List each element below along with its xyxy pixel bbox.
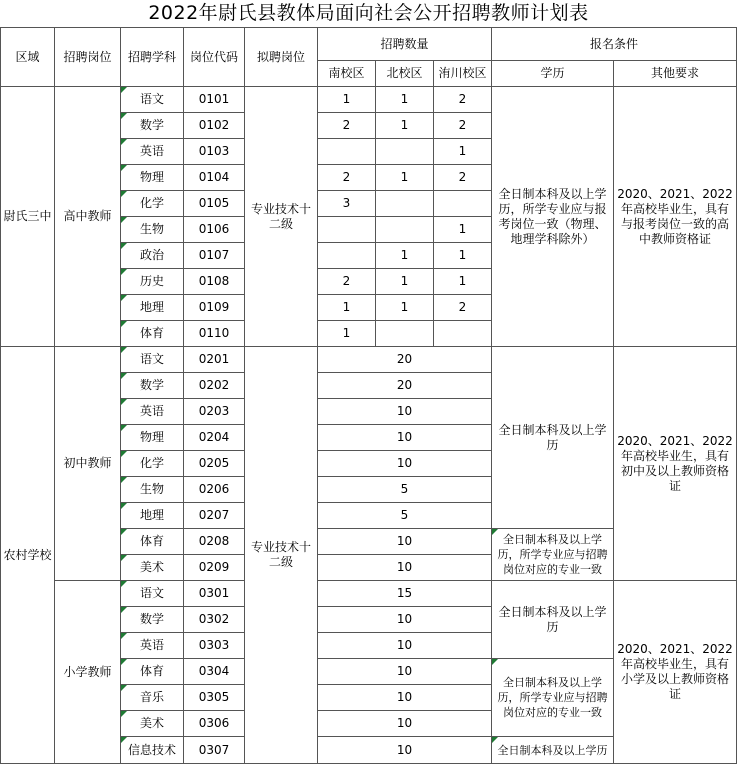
count-total: 15 [318, 581, 492, 607]
education-cell: 全日制本科及以上学历 [492, 581, 614, 659]
code-cell: 0103 [184, 139, 245, 165]
count-total: 10 [318, 685, 492, 711]
code-cell: 0203 [184, 399, 245, 425]
subject-cell: 生物 [121, 477, 184, 503]
subject-cell: 生物 [121, 217, 184, 243]
header-campus-weichuan: 洧川校区 [434, 61, 492, 87]
code-cell: 0107 [184, 243, 245, 269]
header-campus-north: 北校区 [376, 61, 434, 87]
count-weichuan: 2 [434, 113, 492, 139]
post-cell: 小学教师 [55, 581, 121, 764]
code-cell: 0106 [184, 217, 245, 243]
header-conditions: 报名条件 [492, 28, 737, 61]
count-total: 10 [318, 711, 492, 737]
count-south [318, 217, 376, 243]
header-other: 其他要求 [614, 61, 737, 87]
education-cell: 全日制本科及以上学历，所学专业应与招聘岗位对应的专业一致 [492, 529, 614, 581]
subject-cell: 数学 [121, 113, 184, 139]
count-weichuan: 1 [434, 243, 492, 269]
code-cell: 0306 [184, 711, 245, 737]
count-north [376, 139, 434, 165]
code-cell: 0207 [184, 503, 245, 529]
other-requirements-cell: 2020、2021、2022年高校毕业生，具有与报考岗位一致的高中教师资格证 [614, 87, 737, 347]
subject-cell: 历史 [121, 269, 184, 295]
count-north: 1 [376, 295, 434, 321]
count-north: 1 [376, 165, 434, 191]
post-cell: 高中教师 [55, 87, 121, 347]
code-cell: 0108 [184, 269, 245, 295]
rank-cell: 专业技术十二级 [245, 347, 318, 764]
count-weichuan: 1 [434, 269, 492, 295]
count-south: 1 [318, 295, 376, 321]
header-region: 区域 [1, 28, 55, 87]
count-north: 1 [376, 87, 434, 113]
post-cell: 初中教师 [55, 347, 121, 581]
header-education: 学历 [492, 61, 614, 87]
subject-cell: 地理 [121, 503, 184, 529]
recruitment-plan-table [0, 27, 737, 764]
count-south: 3 [318, 191, 376, 217]
header-rank: 拟聘岗位 [245, 28, 318, 87]
other-requirements-cell: 2020、2021、2022年高校毕业生，具有小学及以上教师资格证 [614, 581, 737, 764]
count-total: 10 [318, 555, 492, 581]
subject-cell: 英语 [121, 633, 184, 659]
code-cell: 0304 [184, 659, 245, 685]
code-cell: 0305 [184, 685, 245, 711]
subject-cell: 英语 [121, 399, 184, 425]
count-south: 1 [318, 321, 376, 347]
subject-cell: 语文 [121, 87, 184, 113]
count-total: 5 [318, 477, 492, 503]
subject-cell: 体育 [121, 659, 184, 685]
code-cell: 0202 [184, 373, 245, 399]
education-cell: 全日制本科及以上学历 [492, 737, 614, 764]
count-total: 10 [318, 633, 492, 659]
subject-cell: 化学 [121, 451, 184, 477]
count-weichuan: 1 [434, 217, 492, 243]
sheet-title: 2022年尉氏县教体局面向社会公开招聘教师计划表 [148, 2, 589, 24]
subject-cell: 地理 [121, 295, 184, 321]
count-weichuan: 1 [434, 139, 492, 165]
count-north [376, 321, 434, 347]
code-cell: 0209 [184, 555, 245, 581]
count-total: 10 [318, 399, 492, 425]
header-code: 岗位代码 [184, 28, 245, 87]
count-south [318, 243, 376, 269]
count-total: 10 [318, 607, 492, 633]
subject-cell: 语文 [121, 581, 184, 607]
subject-cell: 英语 [121, 139, 184, 165]
subject-cell: 体育 [121, 321, 184, 347]
count-north: 1 [376, 243, 434, 269]
education-cell: 全日制本科及以上学历，所学专业应与报考岗位一致（物理、地理学科除外） [492, 87, 614, 347]
header-subject: 招聘学科 [121, 28, 184, 87]
count-total: 10 [318, 425, 492, 451]
count-total: 20 [318, 347, 492, 373]
other-requirements-cell: 2020、2021、2022年高校毕业生，具有初中及以上教师资格证 [614, 347, 737, 581]
count-weichuan: 2 [434, 165, 492, 191]
code-cell: 0205 [184, 451, 245, 477]
subject-cell: 美术 [121, 711, 184, 737]
count-south: 2 [318, 269, 376, 295]
subject-cell: 政治 [121, 243, 184, 269]
header-count: 招聘数量 [318, 28, 492, 61]
code-cell: 0307 [184, 737, 245, 764]
code-cell: 0204 [184, 425, 245, 451]
code-cell: 0110 [184, 321, 245, 347]
code-cell: 0201 [184, 347, 245, 373]
subject-cell: 物理 [121, 165, 184, 191]
count-weichuan [434, 191, 492, 217]
count-south: 1 [318, 87, 376, 113]
subject-cell: 信息技术 [121, 737, 184, 764]
code-cell: 0301 [184, 581, 245, 607]
header-post: 招聘岗位 [55, 28, 121, 87]
subject-cell: 语文 [121, 347, 184, 373]
code-cell: 0302 [184, 607, 245, 633]
region-cell: 农村学校 [1, 347, 55, 764]
count-total: 10 [318, 659, 492, 685]
code-cell: 0109 [184, 295, 245, 321]
count-total: 5 [318, 503, 492, 529]
subject-cell: 物理 [121, 425, 184, 451]
count-north [376, 217, 434, 243]
count-weichuan: 2 [434, 295, 492, 321]
subject-cell: 音乐 [121, 685, 184, 711]
rank-cell: 专业技术十二级 [245, 87, 318, 347]
subject-cell: 美术 [121, 555, 184, 581]
code-cell: 0208 [184, 529, 245, 555]
count-north: 1 [376, 269, 434, 295]
code-cell: 0101 [184, 87, 245, 113]
code-cell: 0102 [184, 113, 245, 139]
education-cell: 全日制本科及以上学历，所学专业应与招聘岗位对应的专业一致 [492, 659, 614, 737]
education-cell: 全日制本科及以上学历 [492, 347, 614, 529]
count-south: 2 [318, 165, 376, 191]
count-south [318, 139, 376, 165]
region-cell: 尉氏三中 [1, 87, 55, 347]
count-weichuan: 2 [434, 87, 492, 113]
count-total: 10 [318, 529, 492, 555]
count-total: 20 [318, 373, 492, 399]
subject-cell: 体育 [121, 529, 184, 555]
header-campus-south: 南校区 [318, 61, 376, 87]
count-weichuan [434, 321, 492, 347]
code-cell: 0104 [184, 165, 245, 191]
count-south: 2 [318, 113, 376, 139]
subject-cell: 化学 [121, 191, 184, 217]
count-total: 10 [318, 737, 492, 764]
count-north: 1 [376, 113, 434, 139]
subject-cell: 数学 [121, 373, 184, 399]
code-cell: 0105 [184, 191, 245, 217]
code-cell: 0206 [184, 477, 245, 503]
code-cell: 0303 [184, 633, 245, 659]
count-total: 10 [318, 451, 492, 477]
count-north [376, 191, 434, 217]
subject-cell: 数学 [121, 607, 184, 633]
